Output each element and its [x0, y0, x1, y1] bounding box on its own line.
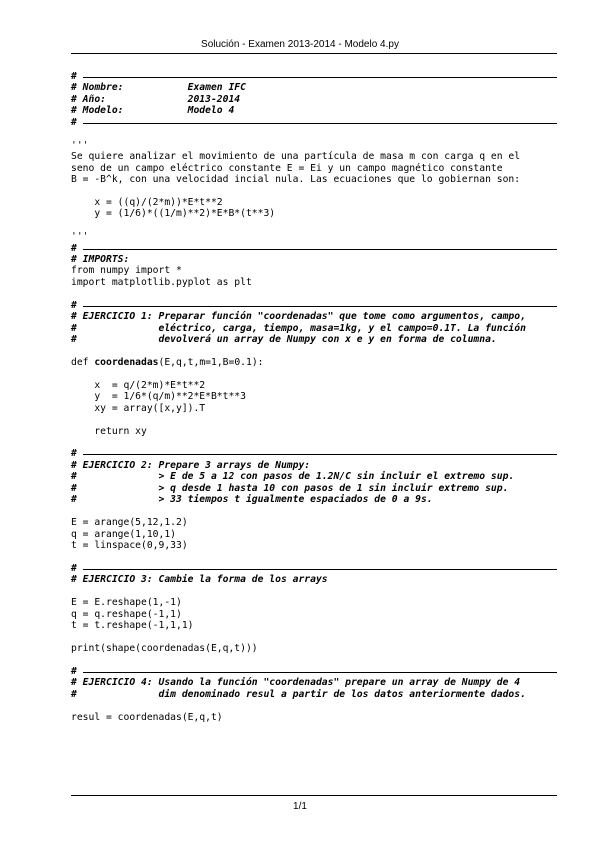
code-line: import matplotlib.pyplot as plt: [71, 276, 252, 288]
code-line: from numpy import *: [71, 265, 182, 277]
function-name: coordenadas: [94, 356, 159, 368]
blank-line: [71, 551, 557, 562]
code-line: print(shape(coordenadas(E,q,t))): [71, 642, 258, 654]
docstring-quote: ''': [71, 231, 89, 243]
separator-line: #: [71, 666, 557, 677]
comment-line: # > q desde 1 hasta 10 con pasos de 1 sin incluir extremo sup.: [71, 482, 509, 494]
blank-line: [71, 288, 557, 299]
comment-line: # EJERCICIO 1: Preparar función "coordenadas" que tome como argumentos, campo,: [71, 311, 526, 323]
page-number: 1/1: [293, 801, 307, 812]
comment-line: # Nombre: Examen IFC: [71, 82, 246, 94]
comment-line: # EJERCICIO 4: Usando la función "coordenadas" prepare un array de Numpy de 4: [71, 677, 521, 689]
comment-line: # EJERCICIO 2: Prepare 3 arrays de Numpy:: [71, 459, 311, 471]
code-line: x = q/(2*m)*E*t**2: [71, 379, 206, 391]
blank-line: [71, 185, 557, 196]
separator-line: #: [71, 243, 557, 254]
code-line: t = t.reshape(-1,1,1): [71, 620, 194, 631]
document-title: Solución - Examen 2013-2014 - Modelo 4.py: [201, 39, 399, 50]
comment-line: # > 33 tiempos t igualmente espaciados de 0 a 9s.: [71, 494, 433, 506]
docstring-line: B = -B^k, con una velocidad incial nula. Las ecuaciones que lo gobiernan son:: [71, 173, 521, 185]
docstring-line: x = ((q)/(2*m))*E*t**2: [71, 196, 223, 208]
blank-line: [71, 631, 557, 642]
comment-line: # devolverá un array de Numpy con x e y en forma de columna.: [71, 334, 497, 346]
blank-line: [71, 346, 557, 357]
code-line: return xy: [71, 425, 147, 437]
blank-line: [71, 700, 557, 711]
blank-line: [71, 654, 557, 665]
docstring-line: seno de un campo eléctrico constante E = Ei y un campo magnético constante: [71, 162, 503, 174]
blank-line: [71, 128, 557, 139]
code-line: E = arange(5,12,1.2): [71, 517, 188, 529]
blank-line: [71, 506, 557, 517]
docstring-line: Se quiere analizar el movimiento de una partícula de masa m con carga q en el: [71, 151, 521, 163]
def-keyword: def: [71, 356, 95, 368]
footer-rule: [71, 795, 557, 796]
code-listing: [71, 71, 557, 723]
code-line: t = linspace(0,9,33): [71, 539, 188, 551]
docstring-quote: ''': [71, 139, 89, 151]
code-line: xy = array([x,y]).T: [71, 402, 206, 414]
code-line: y = 1/6*(q/m)**2*E*B*t**3: [71, 391, 246, 403]
code-line: q = q.reshape(-1,1): [71, 608, 182, 620]
docstring-line: y = (1/6)*((1/m)**2)*E*B*(t**3): [71, 208, 276, 220]
blank-line: [71, 437, 557, 448]
code-line: q = arange(1,10,1): [71, 528, 176, 540]
comment-line: # > E de 5 a 12 con pasos de 1.2N/C sin incluir el extremo sup.: [71, 471, 515, 483]
comment-line: # dim denominado resul a partir de los datos anteriormente dados.: [71, 688, 526, 700]
comment-line: # Año: 2013-2014: [71, 93, 241, 105]
blank-line: [71, 414, 557, 425]
blank-line: [71, 368, 557, 379]
comment-line: # eléctrico, carga, tiempo, masa=1kg, y el campo=0.1T. La función: [71, 322, 526, 334]
function-definition: [71, 357, 557, 368]
comment-line: # IMPORTS:: [71, 254, 130, 265]
code-line: resul = coordenadas(E,q,t): [71, 711, 223, 723]
separator-line: #: [71, 300, 557, 311]
comment-line: # Modelo: Modelo 4: [71, 105, 235, 117]
function-params: (E,q,t,m=1,B=0.1):: [158, 356, 264, 368]
header-rule: [71, 53, 557, 54]
separator-line: #: [71, 71, 557, 82]
separator-line: #: [71, 117, 557, 128]
blank-line: [71, 586, 557, 597]
separator-line: #: [71, 448, 557, 459]
comment-line: # EJERCICIO 3: Cambie la forma de los arrays: [71, 574, 328, 586]
code-line: E = E.reshape(1,-1): [71, 597, 182, 609]
blank-line: [71, 220, 557, 231]
separator-line: #: [71, 563, 557, 574]
